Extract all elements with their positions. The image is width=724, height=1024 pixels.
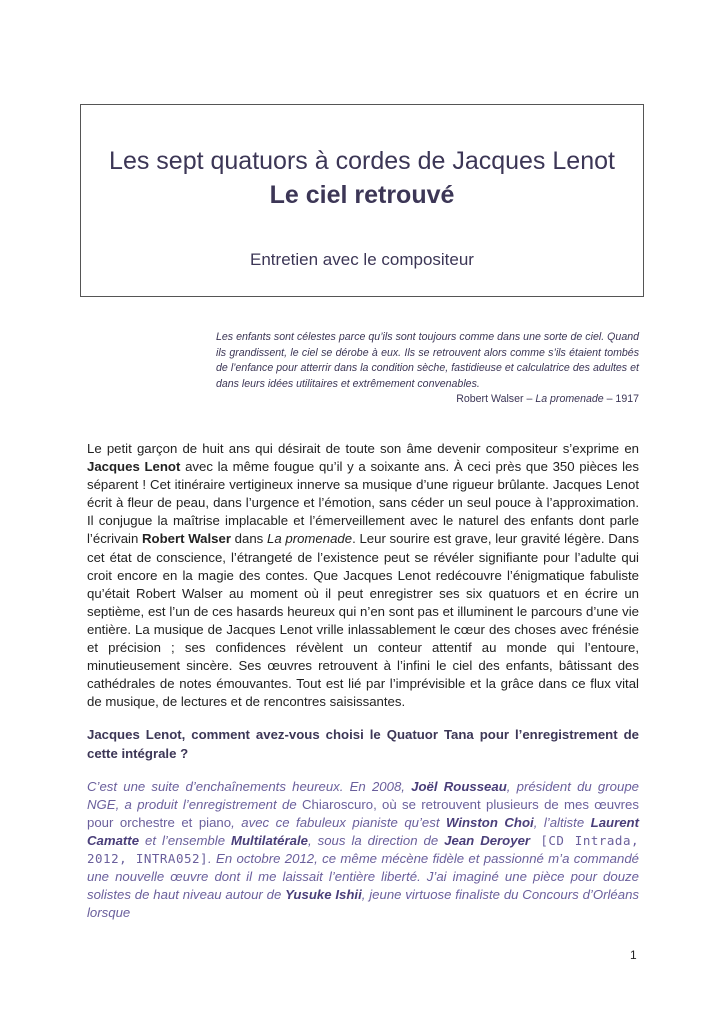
epigraph-dash: – (603, 393, 616, 405)
person-name: Jacques Lenot (87, 459, 181, 475)
person-name: Winston Choi (446, 814, 534, 830)
epigraph-quote: Les enfants sont célestes parce qu’ils sont toujours comme dans une sorte de ciel. Quand ils grandissent, le ciel se dérobe à eux. Ils se retrouvent alors comme s’ils étaient tombés de l’enfance pour atterrir dans la condition sèche, fastidieuse et calculatrice des adultes et dans leurs idées utilitaires et extrêmement convenables. (216, 331, 639, 390)
interview-answer (87, 778, 639, 923)
document-title: Les sept quatuors à cordes de Jacques Lenot (109, 147, 615, 175)
epigraph-work: La promenade (535, 393, 604, 405)
answer-text: , sous la direction de (307, 832, 445, 848)
answer-text: . En octobre 2012, ce même mécène fidèle et passionné m’a commandé une nouvelle œuvre dont il me laissait l’entière liberté. J’ai imaginé une pièce pour douze solistes de haut niveau autour de (87, 850, 639, 903)
page-number: 1 (630, 948, 637, 962)
person-name: Joël Rousseau (411, 778, 507, 794)
person-name: Yusuke Ishii (285, 887, 362, 903)
intro-text: . Leur sourire est grave, leur gravité légère. Dans cet état de conscience, l’étrangeté de l’existence peut se révéler signifiante pour l’adulte qui croit encore en la magie des contes. Que Jacques Lenot redécouvre l’énigmatique fabuliste qu’était Robert Walser au moment où il peut enregistrer ses six quatuors et en écrire un septième, est l’un de ces hasards heureux qui n’en sont pas et illuminent le parcours d’une vie entière. La musique de Jacques Lenot vrille inlassablement le cœur des choses avec frénésie et précision ; ses confidences révèlent un conteur attentif au monde qui l’entoure, minutieusement sincère. Ses œuvres retrouvent à l’infini le ciel des enfants, bâtissant des cathédrales de notes émouvantes. Tout est lié par l’imprévisible et la grâce dans ce flux vital de musique, de lectures et de rencontres saisissantes. (87, 531, 639, 710)
answer-text: , avec ce fabuleux pianiste qu’est (231, 814, 446, 830)
title-box (80, 104, 644, 297)
intro-text: avec la même fougue qu’il y a soixante ans. À ceci près que 350 pièces les séparent ! Cet itinéraire vertigineux innerve sa musique d’une rigueur brûlante. Jacques Lenot écrit à fleur de peau, dans l’urgence et l’émotion, sans céder un seul pouce à l’approximation. Il conjugue la maîtrise implacable et l’émerveillement avec le naturel des enfants dont parle l’écrivain (87, 459, 639, 547)
epigraph (216, 330, 639, 408)
intro-text: Le petit garçon de huit ans qui désirait de toute son âme devenir compositeur s’exprime en (87, 441, 639, 456)
person-name: Jean Deroyer (444, 832, 531, 848)
epigraph-dash: – (523, 393, 536, 405)
intro-text: dans (230, 531, 267, 547)
intro-paragraph (87, 440, 639, 711)
work-title: La promenade (266, 531, 353, 547)
article-body (87, 440, 639, 922)
answer-text: C’est une suite d’enchaînements heureux. En 2008, (87, 778, 412, 794)
answer-text: , l’altiste (533, 814, 591, 830)
interview-question: Jacques Lenot, comment avez-vous choisi le Quatuor Tana pour l’enregistrement de cette intégrale ? (87, 727, 639, 761)
album-title: Chiaroscuro (301, 796, 374, 812)
answer-text: et l’ensemble (139, 832, 232, 848)
cd-reference: [CD Intrada, 2012, INTRA052] (87, 832, 640, 866)
answer-text: , président du groupe NGE, a produit l’enregistrement de (87, 778, 639, 812)
answer-text: , où se retrouvent plusieurs de mes œuvres pour orchestre et piano (87, 796, 639, 830)
document-subtitle: Le ciel retrouvé (269, 181, 455, 209)
answer-text: , jeune virtuose finaliste du Concours d’Orléans lorsque (87, 887, 640, 921)
interview-label: Entretien avec le compositeur (250, 250, 474, 269)
person-name: Robert Walser (142, 531, 231, 547)
ensemble-name: Multilatérale (231, 832, 308, 848)
epigraph-year: 1917 (615, 393, 639, 405)
epigraph-author: Robert Walser (456, 393, 524, 405)
person-name: Laurent Camatte (87, 814, 639, 848)
epigraph-source (216, 392, 639, 408)
